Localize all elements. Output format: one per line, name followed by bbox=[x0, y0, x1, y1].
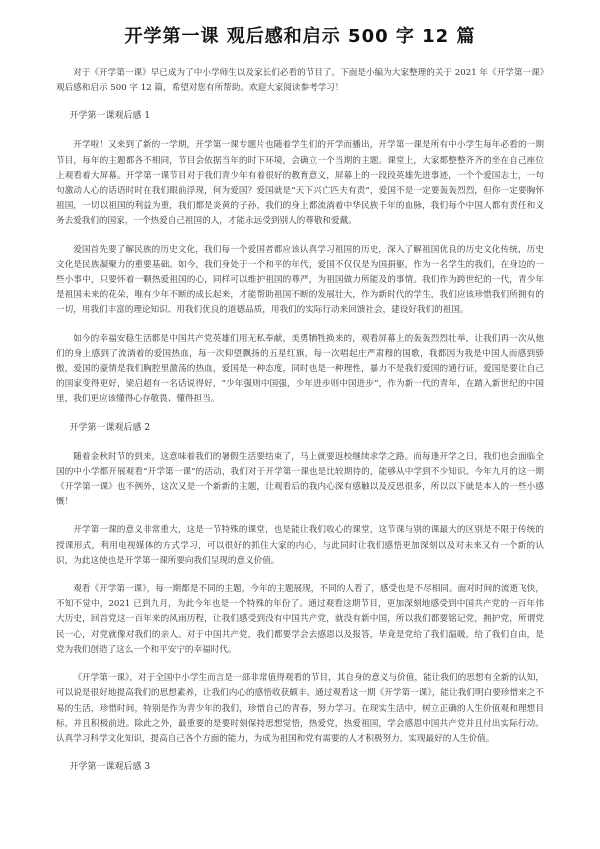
section-heading-2: 开学第一课观后感 2 bbox=[69, 422, 151, 433]
section-1-paragraph-1: 开学啦！又来到了新的一学期，开学第一课专题片也随着学生们的开学而播出，开学第一课是所有中小学生每年必看的一期节目，每年的主题都各不相同，节目会依据当年的时下环境，会确立一个当期的主题。课堂上，大家都整整齐齐的坐在自己座位上观看着大屏幕。开学第一课节目对于我们青少年有着很好的教育意义，屏幕上的一段段英雄先进事迹，一个个爱国志士，一句句激动人心的话语时时在我们眼前浮现，何为爱国？爱国就是“天下兴亡匹夫有责”，爱国不是一定要轰轰烈烈，但你一定要胸怀祖国，一切以祖国的利益为重，我们都是炎黄的子孙，我们的身上都流淌着中华民族千年的血脉，我们每个中国人都有责任和义务去爱我们的国家，一个热爱自己祖国的人，才能永远受到别人的尊敬和爱戴。 bbox=[56, 140, 544, 227]
document-title: 开学第一课 观后感和启示 500 字 12 篇 bbox=[124, 26, 476, 47]
section-1-paragraph-2: 爱国首先要了解民族的历史文化，我们每一个爱国者都应该认真学习祖国的历史，深入了解祖国优良的历史文化传统，历史文化是民族凝聚力的重要基础。如今，我们身处于一个和平的年代，爱国不仅仅是为国捐躯，作为一名学生的我们，在身边的一些小事中，只要怀着一颗热爱祖国的心，同样可以维护祖国的尊严，为祖国做力所能及的事情。我们作为跨世纪的一代，青少年是祖国未来的花朵，唯有少年不断的成长起来，才能帮助祖国不断的发展壮大，作为新时代的学生，我们应该珍惜我们所拥有的一切，用我们丰富的理论知识、用我们优良的道德品质，用我们的实际行动来回馈社会，建设好我们的祖国。 bbox=[56, 244, 544, 316]
section-2-paragraph-4: 《开学第一课》，对于全国中小学生而言是一部非常值得观看的节目，其自身的意义与价值，能让我们的思想有全新的认知，可以说是很好地提高我们的思想素养，让我们内心的感悟收获颇丰。通过观看这一期《开学第一课》，能让我们明白要珍惜来之不易的生活，珍惜时间，特别是作为青少年的我们，珍惜自己的青春，努力学习。在现实生活中，树立正确的人生价值观和理想目标，并且积极前进。除此之外，最重要的是要时刻保持思想觉悟，热爱党，热爱祖国，学会感恩中国共产党并且付出实际行动。认真学习科学文化知识，提高自己各个方面的能力，为成为祖国和党有需要的人才积极努力，实现最好的人生价值。 bbox=[56, 673, 544, 744]
section-2-paragraph-1: 随着金秋时节的到来，这意味着我们的暑假生活要结束了，马上就要返校继续求学之路。而每逢开学之日，我们也会面临全国的中小学都开展观看“开学第一课”的活动，我们对于开学第一课也是比较期待的，能够从中学到不少知识。今年九月的这一期《开学第一课》也不例外，这次又是一个新新的主题，让观看后的我内心深有感触以及反思很多，所以以下就是本人的一些小感慨！ bbox=[56, 451, 544, 508]
section-2-paragraph-2: 开学第一课的意义非常重大，这是一节特殊的课堂，也是能让我们收心的课堂，这节课与别的课最大的区别是不限于传统的授课形式，利用电视媒体的方式学习，可以很好的抓住大家的内心，与此同时让我们感悟更加深刻以及对未来又有一个新的认识，为此这使也是开学第一课所要向我们呈现的意义价值。 bbox=[56, 525, 544, 566]
section-heading-3: 开学第一课观后感 3 bbox=[69, 762, 151, 773]
section-2-paragraph-3: 观看《开学第一课》，每一期都是不同的主题，今年的主题展现，不同的人看了，感受也是不尽相同。面对时间的流逝飞快，不知不觉中，2021 已到九月，为此今年也是一个特殊的年份了。通过观看这期节目，更加深刻地感受到中国共产党的一百年伟大历史，回首党这一百年来的风雨历程，让我们感受到没有中国共产党，就没有新中国，所以我们都要铭记党，拥护党，所谓党民一心，对党就像对我们的亲人。对于中国共产党，我们都要学会去感恩以及报答，毕竟是党给了我们温暖，给了我们自由，是党为我们创造了这么一个和平安宁的幸福时代。 bbox=[56, 584, 544, 655]
intro-paragraph: 对于《开学第一课》早已成为了中小学师生以及家长们必看的节目了。下面是小编为大家整理的关于 2021 年《开学第一课》观后感和启示 500 字 12 篇，希望对您有所帮助。欢迎大家阅读参考学习！ bbox=[56, 68, 544, 94]
section-heading-1: 开学第一课观后感 1 bbox=[69, 111, 151, 122]
section-1-paragraph-3: 如今的幸福安稳生活都是中国共产党英雄们用无私奉献，美勇牺牲换来的，观看屏幕上的轰轰烈烈壮举，让我们再一次从他们的身上感到了流淌着的爱国热血，每一次仰望飘扬的五星红旗，每一次唱起庄严肃穆的国歌，我都因为我是中国人而感到骄傲，爱国的豪情是我们胸腔里激荡的热血，爱国是一种态度，同时也是一种理性，暴力不是我们爱国的通行证，爱国是要让自己的国家变得更好，梁启超有一名话说得好，“少年强则中国强，少年进步则中国进步”，作为新一代的青年，在踏入新世纪的中国里，我们更应该懂得心存敬畏、懂得担当。 bbox=[56, 333, 544, 405]
